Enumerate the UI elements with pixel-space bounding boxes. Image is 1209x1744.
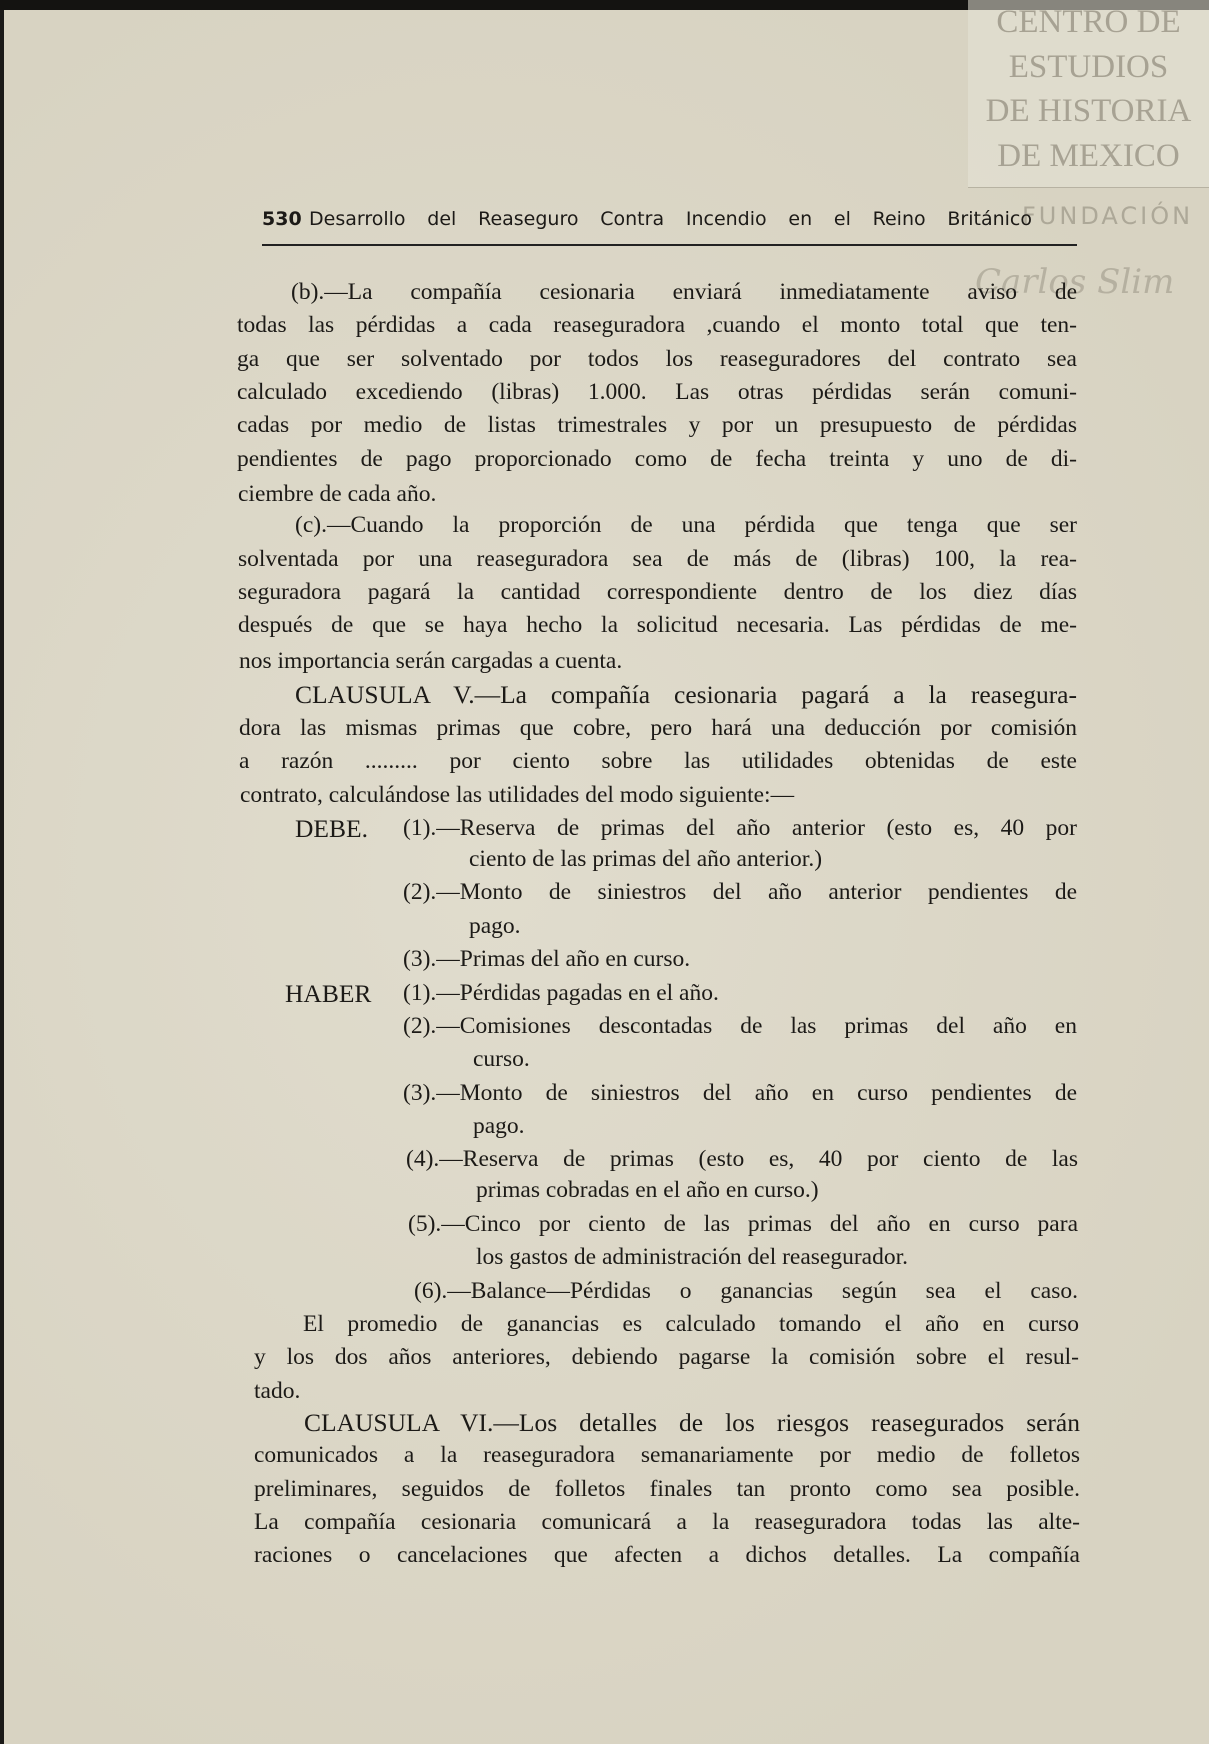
text-line: nos importancia serán cargadas a cuenta. bbox=[239, 648, 623, 674]
text-line: (b).—La compañía cesionaria enviará inmediatamente aviso de bbox=[291, 279, 1077, 305]
watermark-line: DE HISTORIA bbox=[985, 93, 1192, 129]
running-title: Desarrollo del Reaseguro Contra Incendio en el Reino Británico bbox=[309, 208, 1032, 230]
watermark-line: DE MEXICO bbox=[997, 138, 1180, 174]
text-line: calculado excediendo (libras) 1.000. Las otras pérdidas serán comuni- bbox=[237, 379, 1077, 405]
text-line: (2).—Comisiones descontadas de las primas del año en bbox=[403, 1013, 1077, 1039]
text-line: La compañía cesionaria comunicará a la reaseguradora todas las alte- bbox=[254, 1509, 1080, 1535]
text-line: a razón ......... por ciento sobre las utilidades obtenidas de este bbox=[239, 748, 1077, 774]
text-line: primas cobradas en el año en curso.) bbox=[476, 1177, 819, 1203]
text-line: comunicados a la reaseguradora semanariamente por medio de folletos bbox=[254, 1442, 1080, 1468]
text-line: (c).—Cuando la proporción de una pérdida que tenga que ser bbox=[295, 512, 1077, 538]
page-number: 530 bbox=[262, 208, 302, 230]
text-line: (4).—Reserva de primas (esto es, 40 por ciento de las bbox=[406, 1146, 1078, 1172]
text-line: tado. bbox=[254, 1378, 301, 1404]
text-line: dora las mismas primas que cobre, pero hará una deducción por comisión bbox=[239, 715, 1077, 741]
watermark-line: ESTUDIOS bbox=[1008, 49, 1169, 85]
text-line: (3).—Monto de siniestros del año en curso pendientes de bbox=[403, 1080, 1077, 1106]
text-line: (6).—Balance—Pérdidas o ganancias según sea el caso. bbox=[414, 1278, 1078, 1304]
text-line: cadas por medio de listas trimestrales y por un presupuesto de pérdidas bbox=[237, 412, 1077, 438]
watermark-foundation: FUNDACIÓN bbox=[1022, 202, 1194, 230]
text-line: (2).—Monto de siniestros del año anterior pendientes de bbox=[403, 879, 1077, 905]
text-line: (3).—Primas del año en curso. bbox=[403, 946, 691, 972]
header-rule bbox=[262, 244, 1077, 246]
text-line: y los dos años anteriores, debiendo pagarse la comisión sobre el resul- bbox=[254, 1344, 1079, 1370]
text-line: (1).—Pérdidas pagadas en el año. bbox=[403, 980, 719, 1006]
text-line: todas las pérdidas a cada reaseguradora ,cuando el monto total que ten- bbox=[237, 312, 1077, 338]
watermark-signature: Carlos Slim bbox=[975, 262, 1175, 302]
haber-label: HABER bbox=[285, 979, 372, 1008]
text-line: pendientes de pago proporcionado como de fecha treinta y uno de di- bbox=[237, 446, 1077, 472]
text-line: El promedio de ganancias es calculado tomando el año en curso bbox=[303, 1311, 1079, 1337]
text-line: (5).—Cinco por ciento de las primas del año en curso para bbox=[408, 1211, 1078, 1237]
clause-heading-line: CLAUSULA V.—La compañía cesionaria pagará a la reasegura- bbox=[295, 680, 1077, 709]
text-line: contrato, calculándose las utilidades del modo siguiente:— bbox=[240, 782, 795, 808]
text-line: ciembre de cada año. bbox=[238, 481, 437, 507]
text-line: curso. bbox=[473, 1046, 530, 1072]
text-line: preliminares, seguidos de folletos finales tan pronto como sea posible. bbox=[254, 1476, 1080, 1502]
text-line: ciento de las primas del año anterior.) bbox=[469, 846, 823, 872]
text-line: solventada por una reaseguradora sea de más de (libras) 100, la rea- bbox=[238, 546, 1077, 572]
watermark-line: CENTRO DE bbox=[996, 4, 1181, 40]
text-line: pago. bbox=[469, 913, 521, 939]
text-line: ga que ser solventado por todos los reaseguradores del contrato sea bbox=[237, 346, 1077, 372]
clause-heading-line: CLAUSULA VI.—Los detalles de los riesgos reasegurados serán bbox=[304, 1408, 1080, 1437]
text-line: (1).—Reserva de primas del año anterior (esto es, 40 por bbox=[403, 815, 1077, 841]
debe-label: DEBE. bbox=[295, 814, 368, 843]
text-line: los gastos de administración del reasegurador. bbox=[476, 1244, 909, 1270]
text-line: seguradora pagará la cantidad correspondiente dentro de los diez días bbox=[238, 579, 1077, 605]
text-line: raciones o cancelaciones que afecten a dichos detalles. La compañía bbox=[254, 1542, 1080, 1568]
watermark-divider bbox=[968, 187, 1209, 188]
text-line: después de que se haya hecho la solicitud necesaria. Las pérdidas de me- bbox=[238, 612, 1077, 638]
text-line: pago. bbox=[473, 1113, 525, 1139]
